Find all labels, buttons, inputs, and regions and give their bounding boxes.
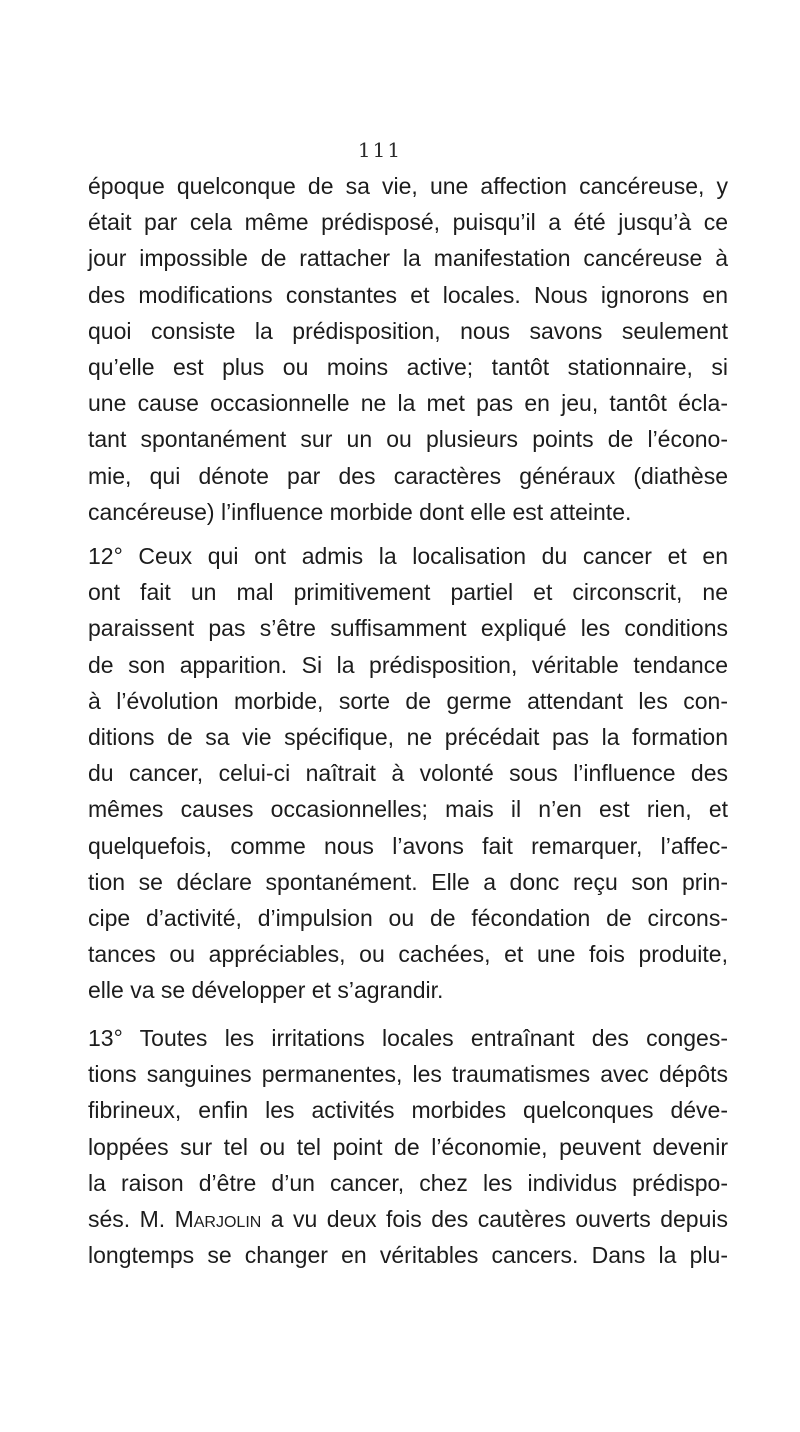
text-line-with-name [88,1201,728,1237]
text-line: elle va se développer et s’agrandir. [88,977,444,1004]
author-name: Marjolin [174,1205,262,1232]
text-line: tances ou appréciables, ou cachées, et une fois produite, [88,941,728,968]
text-line: de son apparition. Si la prédisposition, véritable tendance [88,651,728,678]
text-line: la raison d’être d’un cancer, chez les individus prédispo- [88,1169,728,1196]
line-text-before: sés. M. [88,1205,175,1232]
paragraph-2 [88,538,728,1008]
paragraph-3 [88,1020,728,1273]
page-number: 111 [357,138,403,162]
text-line: une cause occasionnelle ne la met pas en jeu, tantôt écla- [88,390,728,417]
text-line: quoi consiste la prédisposition, nous savons seulement [88,317,728,344]
text-line: des modifications constantes et locales. Nous ignorons en [88,281,728,308]
text-line: tant spontanément sur un ou plusieurs points de l’écono- [88,426,728,453]
text-line: époque quelconque de sa vie, une affection cancéreuse, y [88,173,728,199]
text-line: cipe d’activité, d’impulsion ou de fécondation de circons- [88,904,728,931]
text-line: paraissent pas s’être suffisamment expliqué les conditions [88,615,728,642]
line-text-after: a vu deux fois des cautères ouverts depuis [261,1205,728,1232]
text-line: était par cela même prédisposé, puisqu’il a été jusqu’à ce [88,209,728,236]
text-line: ditions de sa vie spécifique, ne précédait pas la formation [88,723,728,750]
text-line: mie, qui dénote par des caractères généraux (diathèse [88,462,728,489]
text-line: quelquefois, comme nous l’avons fait remarquer, l’affec- [88,832,728,859]
text-line: longtemps se changer en véritables cancers. Dans la plu- [88,1242,728,1269]
text-line: jour impossible de rattacher la manifestation cancéreuse à [88,245,728,272]
text-line: cancéreuse) l’influence morbide dont elle est atteinte. [88,498,632,525]
text-line: du cancer, celui-ci naîtrait à volonté sous l’influence des [88,760,728,787]
text-line: fibrineux, enfin les activités morbides quelconques déve- [88,1097,728,1124]
paragraph-1 [88,168,728,530]
text-line: loppées sur tel ou tel point de l’économie, peuvent devenir [88,1133,728,1160]
text-line: à l’évolution morbide, sorte de germe attendant les con- [88,687,728,714]
text-line: qu’elle est plus ou moins active; tantôt stationnaire, si [88,353,728,380]
text-line: 12° Ceux qui ont admis la localisation du cancer et en [88,543,728,569]
text-line: mêmes causes occasionnelles; mais il n’en est rien, et [88,796,728,823]
text-line: tions sanguines permanentes, les traumatismes avec dépôts [88,1061,728,1088]
text-line: tion se déclare spontanément. Elle a donc reçu son prin- [88,868,728,895]
text-line: ont fait un mal primitivement partiel et circonscrit, ne [88,579,728,606]
text-line: 13° Toutes les irritations locales entraînant des conges- [88,1025,728,1051]
